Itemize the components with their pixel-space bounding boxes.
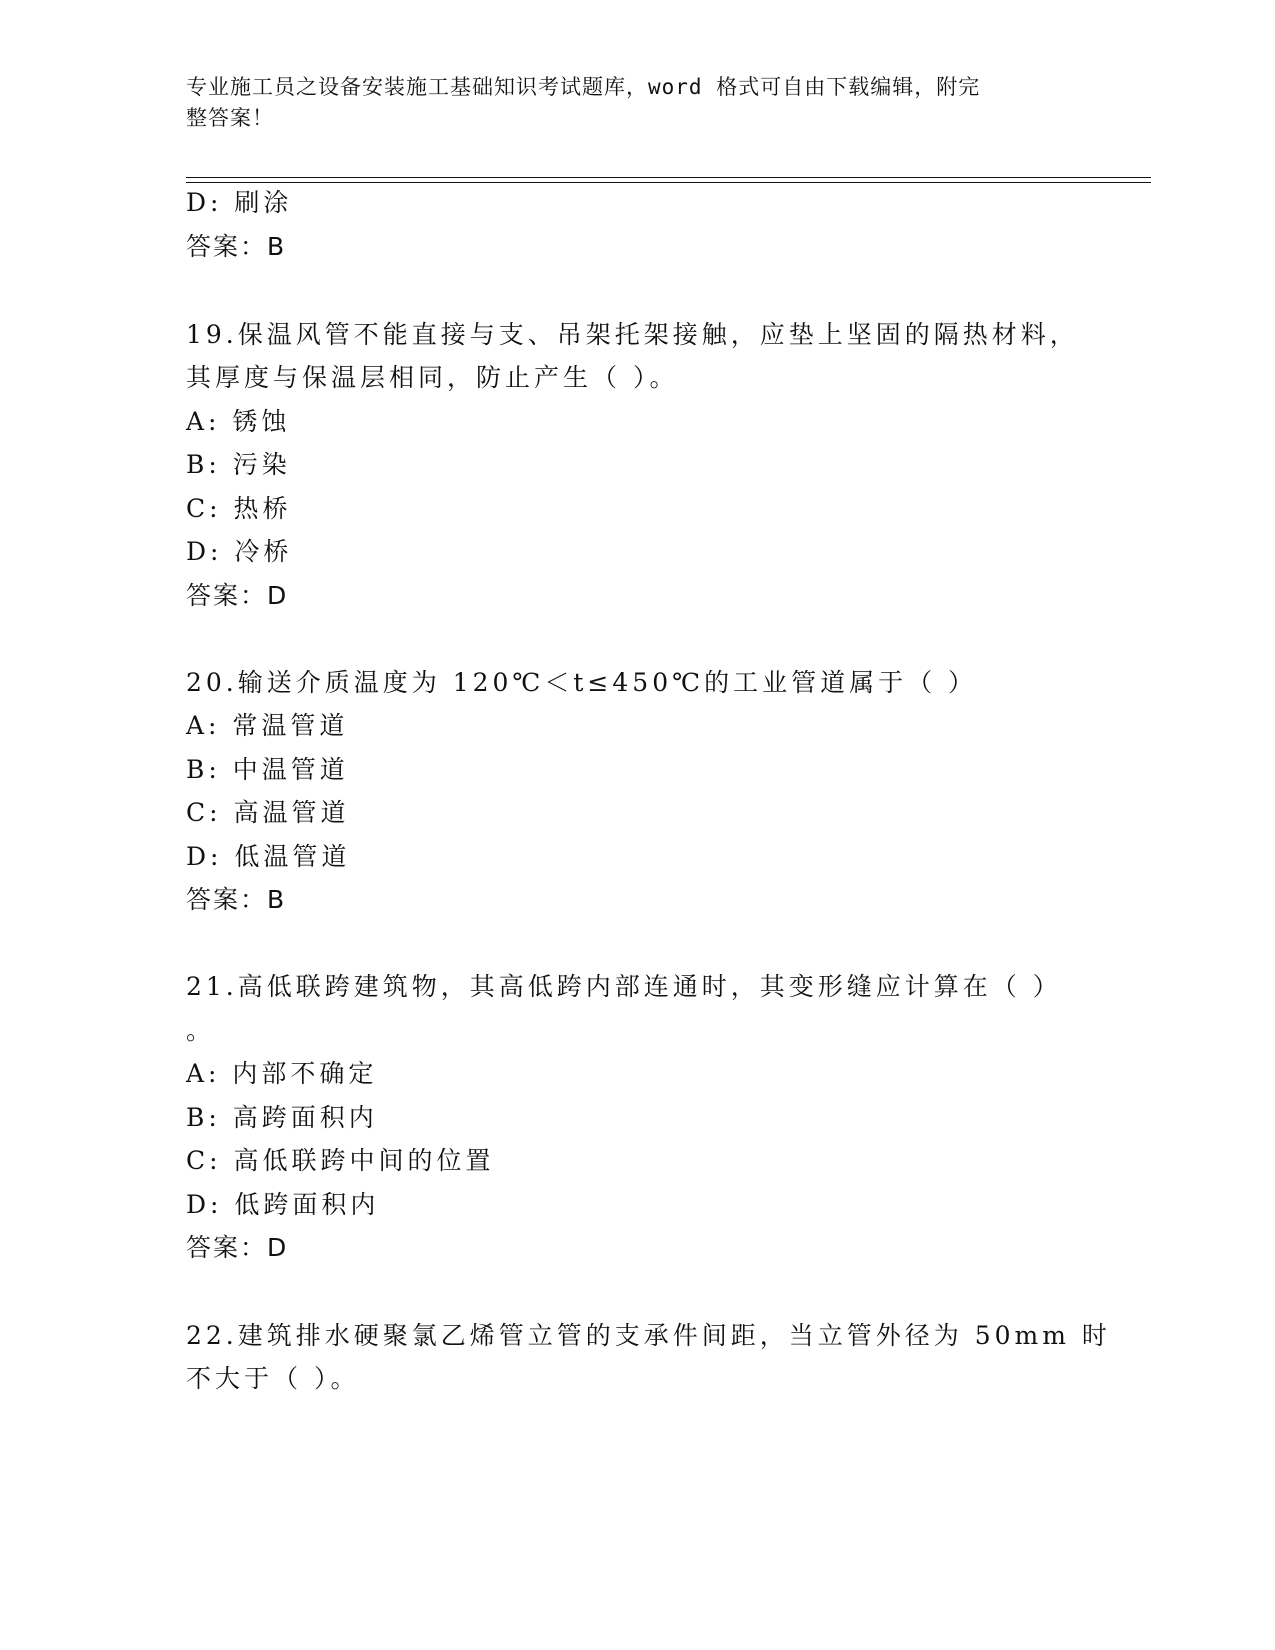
header-line-1: 专业施工员之设备安装施工基础知识考试题库，word 格式可自由下载编辑，附完 [186,75,981,99]
q20-option-d: D: 低温管道 [186,842,351,871]
q22-stem-line-2: 不大于（ ）。 [186,1364,360,1393]
q20-stem-line-1: 20.输送介质温度为 120℃＜t≤450℃的工业管道属于（ ） [186,668,978,697]
q20-option-b: B: 中温管道 [186,755,349,784]
q19-answer: 答案：D [186,581,289,610]
q21-stem-line-2: 。 [186,1016,216,1045]
q21-option-d: D: 低跨面积内 [186,1190,380,1219]
q22-stem-line-1: 22.建筑排水硬聚氯乙烯管立管的支承件间距，当立管外径为 50mm 时 [186,1321,1111,1350]
q19-stem-line-1: 19.保温风管不能直接与支、吊架托架接触，应垫上坚固的隔热材料， [186,320,1079,349]
q21-option-c: C: 高低联跨中间的位置 [186,1146,495,1175]
q21-answer: 答案：D [186,1233,289,1262]
q21-option-b: B: 高跨面积内 [186,1103,378,1132]
q21-option-a: A: 内部不确定 [186,1059,378,1088]
q20-answer: 答案：B [186,885,287,914]
q21-stem-line-1: 21.高低联跨建筑物，其高低跨内部连通时，其变形缝应计算在（ ） [186,972,1062,1001]
q20-option-c: C: 高温管道 [186,798,350,827]
prev-option-d: D: 刷涂 [186,188,293,217]
q19-option-c: C: 热桥 [186,494,292,523]
header-line-2: 整答案！ [186,106,274,130]
header-divider-bottom [186,182,1151,183]
header-divider-top [186,177,1151,178]
q19-option-d: D: 冷桥 [186,537,293,566]
prev-answer: 答案：B [186,232,287,261]
q19-option-b: B: 污染 [186,450,291,479]
document-header [186,72,1066,134]
q19-option-a: A: 锈蚀 [186,407,291,436]
q20-option-a: A: 常温管道 [186,711,349,740]
q19-stem-line-2: 其厚度与保温层相同，防止产生（ ）。 [186,363,679,392]
